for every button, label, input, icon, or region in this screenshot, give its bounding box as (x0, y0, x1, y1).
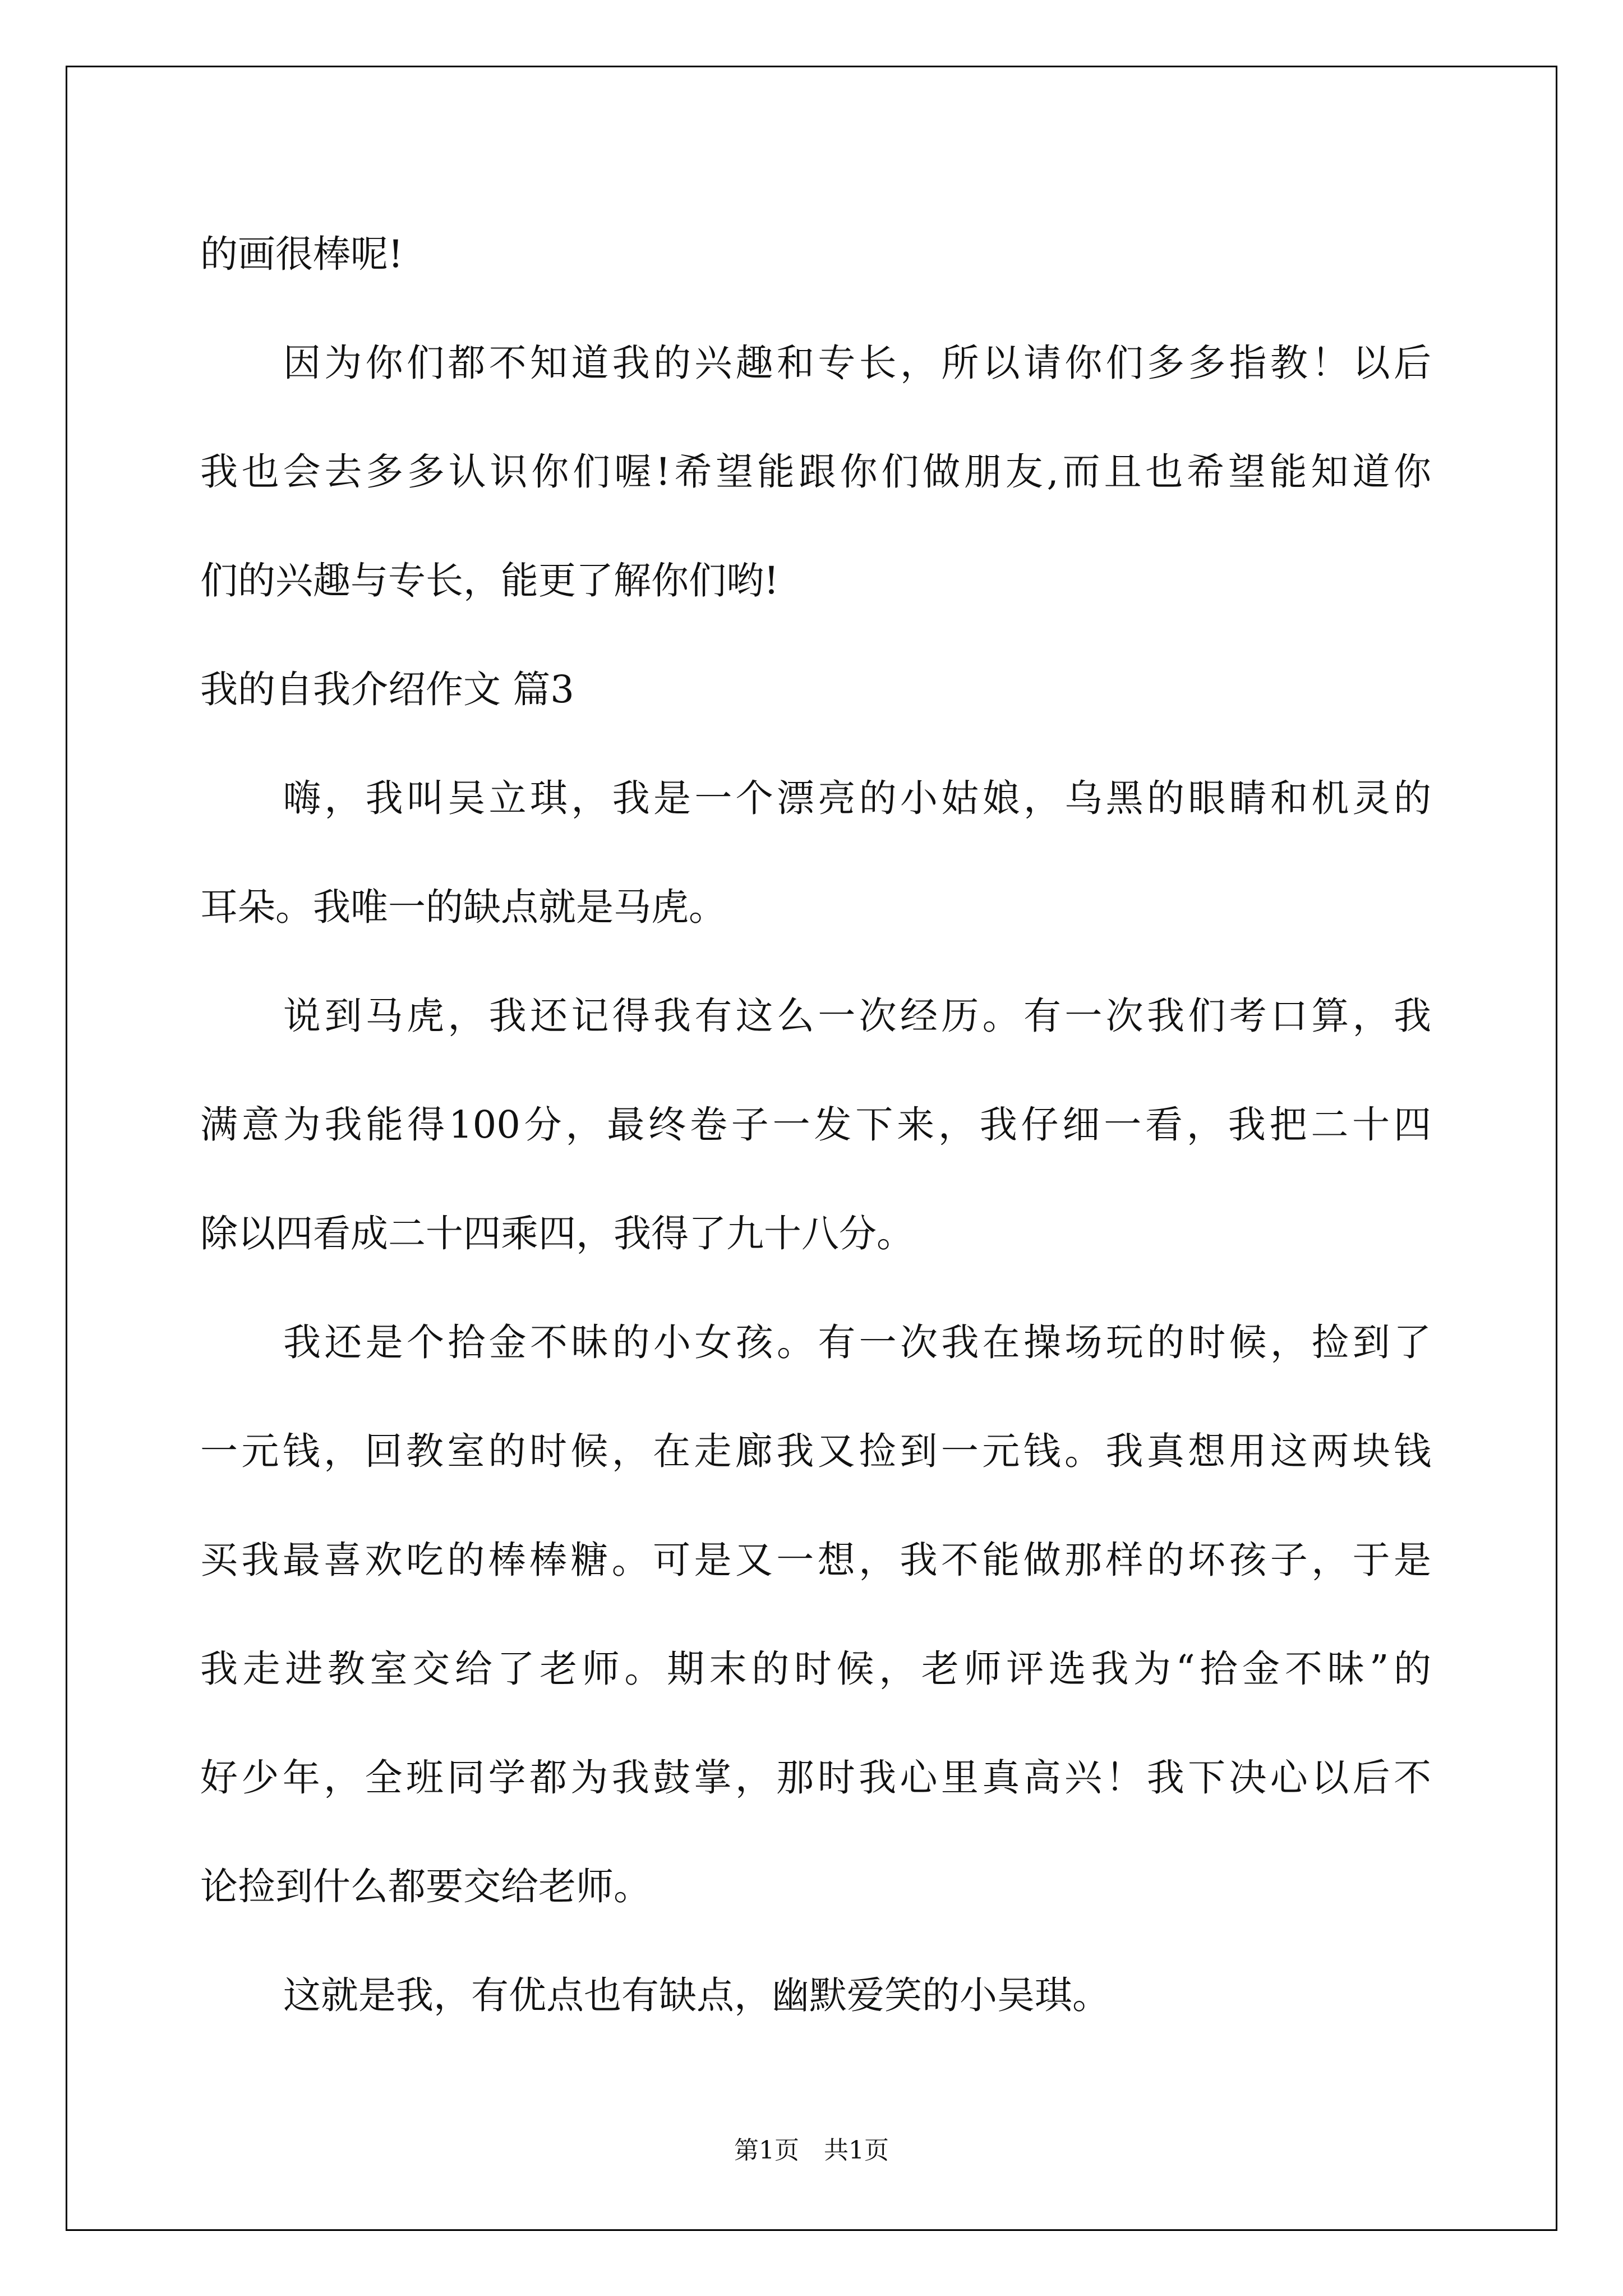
paragraph-line: 因为你们都不知道我的兴趣和专长，所以请你们多多指教！以后 (283, 341, 1431, 385)
paragraph-line: 好少年，全班同学都为我鼓掌，那时我心里真高兴！我下决心以后不 (200, 1756, 1431, 1800)
paragraph-line: 论捡到什么都要交给老师。 (200, 1865, 651, 1908)
paragraph-line: 的画很棒呢! (200, 232, 403, 276)
paragraph-line: 我也会去多多认识你们喔!希望能跟你们做朋友,而且也希望能知道你 (200, 450, 1431, 494)
page-footer: 第1页 共1页 (734, 2136, 889, 2165)
paragraph-line: 这就是我，有优点也有缺点，幽默爱笑的小吴琪。 (283, 1973, 1110, 2017)
section-heading: 我的自我介绍作文 篇3 (200, 668, 574, 711)
paragraph-line: 说到马虎，我还记得我有这么一次经历。有一次我们考口算，我 (283, 994, 1431, 1038)
paragraph-line: 们的兴趣与专长，能更了解你们哟! (200, 559, 779, 602)
paragraph-line: 买我最喜欢吃的棒棒糖。可是又一想，我不能做那样的坏孩子，于是 (200, 1538, 1431, 1582)
paragraph-line: 除以四看成二十四乘四，我得了九十八分。 (200, 1212, 914, 1255)
paragraph-line: 满意为我能得100分，最终卷子一发下来，我仔细一看，我把二十四 (200, 1103, 1431, 1147)
paragraph-line: 一元钱，回教室的时候，在走廊我又捡到一元钱。我真想用这两块钱 (200, 1429, 1431, 1473)
paragraph-line: 耳朵。我唯一的缺点就是马虎。 (200, 885, 726, 929)
paragraph-line: 我走进教室交给了老师。期末的时候，老师评选我为“拾金不昧”的 (200, 1647, 1431, 1691)
paragraph-line: 嗨，我叫吴立琪，我是一个漂亮的小姑娘，乌黑的眼睛和机灵的 (283, 776, 1431, 820)
paragraph-line: 我还是个拾金不昧的小女孩。有一次我在操场玩的时候，捡到了 (283, 1320, 1431, 1364)
